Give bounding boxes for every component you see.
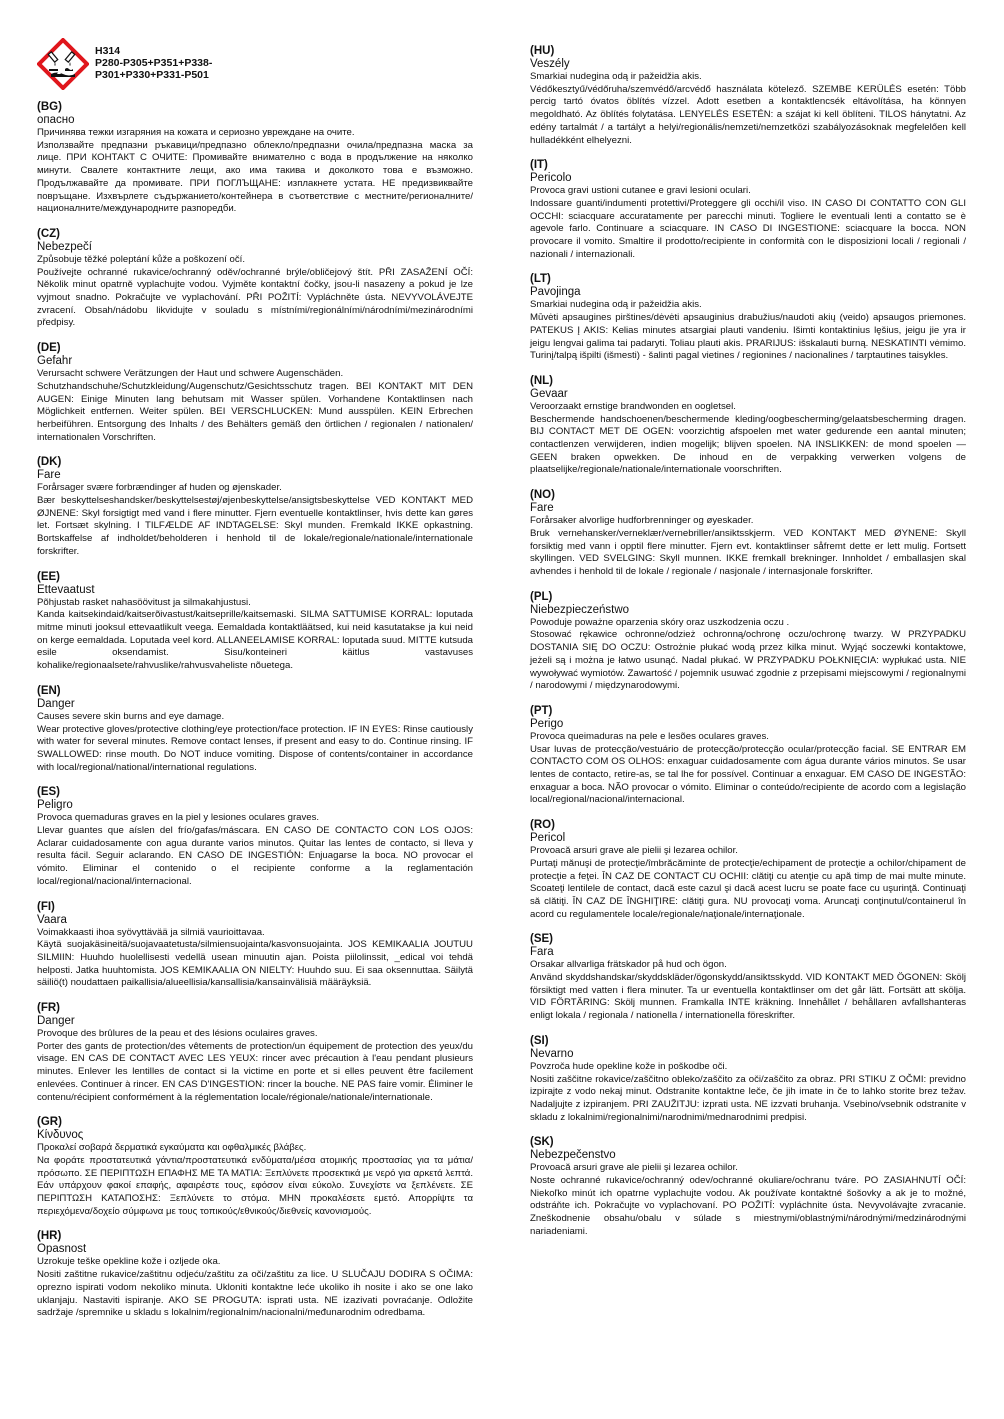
precaution-statement: Indossare guanti/indumenti protettivi/Proteggere gli occhi/il viso. IN CASO DI CONTATTO CON GLI OCCHI: sciacquare accuratamente per parecchi minuti. Togliere le eventuali lenti a contatto se è agevole farlo. Continuare a sciacquare. IN CASO DI INGESTIONE: sciacquare la bocca. NON provocare il vomito. Smaltire il prodotto/recipiente in conformità con le disposizioni locali / regionali / nazionali / internazionali. — [530, 197, 966, 260]
signal-word: Ettevaatust — [37, 583, 95, 596]
section-en — [37, 684, 473, 775]
section-gr — [37, 1115, 473, 1218]
section-se — [530, 932, 966, 1023]
language-code: (PL) — [530, 590, 553, 603]
section-ee — [37, 570, 473, 673]
signal-word: Gefahr — [37, 355, 73, 368]
section-pl — [530, 590, 966, 693]
section-no — [530, 488, 966, 579]
hazard-statement: Povzroča hude opekline kože in poškodbe oči. — [530, 1060, 728, 1072]
hazard-statement: Veroorzaakt ernstige brandwonden en oogletsel. — [530, 400, 736, 412]
hazard-statement: Uzrokuje teške opekline kože i ozljede oka. — [37, 1256, 221, 1268]
language-code: (DK) — [37, 456, 62, 469]
hazard-statement: Forårsaker alvorlige hudforbrenninger og øyeskader. — [530, 515, 754, 527]
signal-word: Nebezpečenstvo — [530, 1149, 616, 1162]
language-code: (NL) — [530, 374, 553, 387]
section-pt — [530, 704, 966, 807]
right-column — [530, 44, 966, 1250]
language-code: (PT) — [530, 704, 553, 717]
hazard-statement: Provoacă arsuri grave ale pielii şi lezarea ochilor. — [530, 1162, 738, 1174]
language-code: (BG) — [37, 101, 62, 113]
language-code: (NO) — [530, 489, 555, 502]
language-code: (EE) — [37, 570, 60, 583]
section-it — [530, 158, 966, 261]
hazard-statement: Provoca gravi ustioni cutanee e gravi lesioni oculari. — [530, 185, 751, 197]
hazard-statement: Причинява тежки изгаряния на кожата и сериозно увреждане на очите. — [37, 127, 355, 138]
language-code: (SK) — [530, 1136, 554, 1149]
language-code: (CZ) — [37, 227, 60, 240]
hazard-statement: Provoca queimaduras na pele e lesões oculares graves. — [530, 730, 769, 742]
hazard-statement: Verursacht schwere Verätzungen der Haut und schwere Augenschäden. — [37, 368, 344, 380]
precaution-statement: Kanda kaitsekindaid/kaitserõivastust/kaitseprille/kaitsemaski. SILMA SATTUMISE KORRAL: loputada mitme minuti jooksul ettevaatlikult veega. Eemaldada kontaktläätsed, kui neid kasutatakse ja kui neid on kerge eemaldada. Loputada veel kord. ALLANEELAMISE KORRAL: loputada suud. MITTE kutsuda esile oksendamist. Sisu/konteineri käitlus vastavuses kohalike/regionaalsete/rahvuslike/rahvusvaheliste nõuetega. — [37, 609, 473, 672]
hazard-statement: Provoque des brûlures de la peau et des lésions oculaires graves. — [37, 1028, 318, 1040]
signal-word: Danger — [37, 1015, 75, 1028]
precaution-statement: Bær beskyttelseshandsker/beskyttelsestøj/øjenbeskyttelse/ansigtsbeskyttelse VED KONTAKT MED ØJNENE: Skyl forsigtigt med vand i flere minutter. Fjern eventuelle kontaktlinser, hvis dette kan gøres let. Fortsæt skylning. I TILFÆLDE AF INDTAGELSE: Skyl munden. Fremkald IKKE opkastning. Bortskaffelse af indholdet/beholderen i henhold til de lokale/regionale/nationale/internationale forskrifter. — [37, 495, 473, 557]
signal-word: Fare — [37, 469, 61, 482]
precaution-statement: Schutzhandschuhe/Schutzkleidung/Augenschutz/Gesichtsschutz tragen. BEI KONTAKT MIT DEN AUGEN: Einige Minuten lang behutsam mit Wasser spülen. Vorhandene Kontaktlinsen nach Möglichkeit entfernen. Weiter spülen. BEI VERSCHLUCKEN: Mund ausspülen. KEIN Erbrechen herbeiführen. Entsorgung des Inhalts / des Behälters gemäß den örtlichen / regionalen / nationalen/ internationalen Vorschriften. — [37, 380, 473, 443]
precaution-statement: Beschermende handschoenen/beschermende kleding/oogbescherming/gelaatsbescherming dragen. BIJ CONTACT MET DE OGEN: voorzichtig afspoelen met water gedurende een aantal minuten; contactlenzen verwijderen, indien mogelijk; blijven spoelen. NA INSLIKKEN: de mond spoelen — GEEN braken opwekken. De inhoud en de verpakking verwerken volgens de plaatselijke/regionale/nationale/internationale voorschriften. — [530, 413, 966, 476]
section-hr — [37, 1229, 473, 1320]
precaution-statement: Usar luvas de protecção/vestuário de protecção/protecção ocular/protecção facial. SE ENTRAR EM CONTACTO COM OS OLHOS: enxaguar cuidadosamente com água durante vários minutos. Se usar lentes de contacto, retire-as, se tal lhe for possível. Continuar a enxaguar. EM CASO DE INGESTÃO: enxaguar a boca. NÃO provocar o vómito. Eliminar o conteúdo/recipiente de acordo com a legislação local/regional/nacional/internacional. — [530, 743, 966, 806]
language-code: (GR) — [37, 1116, 62, 1129]
precaution-statement: Använd skyddshandskar/skyddskläder/ögonskydd/ansiktsskydd. VID KONTAKT MED ÖGONEN: Skölj försiktigt med vatten i flera minuter. Ta ur eventuella kontaktlinser om det går lätt. Fortsätt att skölja. VID FÖRTÄRING: Skölj munnen. Framkalla INTE kräkning. Innehållet / behållaren avfallshanteras enligt lokala / regionala / nationella / internationella föreskrifter. — [530, 972, 966, 1022]
language-code: (RO) — [530, 819, 555, 832]
precaution-statement: Bruk vernehansker/verneklær/vernebriller/ansiktsskjerm. VED KONTAKT MED ØYNENE: Skyll forsiktig med vann i opptil flere minutter. Fjern evt. kontaktlinser såfremt dette er lett mulig. Fortsett skyllingen. VED SVELGING: Skyll munnen. IKKE fremkall brekninger. Innholdet / emballasjen skal avhendes i henhold til de lokale / regionale / nasjonale / internasjonale forskrifter. — [530, 527, 966, 577]
signal-word: Gevaar — [530, 387, 568, 400]
language-code: (FR) — [37, 1002, 60, 1015]
precaution-statement: Να φοράτε προστατευτικά γάντια/προστατευτικά ενδύματα/μέσα ατομικής προστασίας για τα μάτια/πρόσωπο. ΣΕ ΠΕΡΙΠΤΩΣΗ ΕΠΑΦΗΣ ΜΕ ΤΑ ΜΑΤΙΑ: Ξεπλύνετε προσεκτικά με νερό για αρκετά λεπτά. Εάν υπάρχουν φακοί επαφής, αφαιρέστε τους, εφόσον είναι εύκολο. Συνεχίστε να ξεπλένετε. ΣΕ ΠΕΡΙΠΤΩΣΗ ΚΑΤΑΠΟΣΗΣ: Ξεπλύνετε το στόμα. ΜΗΝ προκαλέσετε εμετό. Απορρίψτε τα περιεχόμενα/δοχείο σύμφωνα με τους τοπικούς/εθνικούς/διεθνείς κανονισμούς. — [37, 1154, 473, 1217]
signal-word: Vaara — [37, 913, 67, 926]
hp-codes — [95, 45, 212, 81]
signal-word: Peligro — [37, 799, 73, 812]
section-si — [530, 1034, 966, 1125]
section-nl — [530, 374, 966, 477]
language-code: (EN) — [37, 684, 61, 697]
hazard-statement: Provoca quemaduras graves en la piel y lesiones oculares graves. — [37, 812, 320, 824]
language-code: (HU) — [530, 45, 555, 57]
signal-word: Fare — [530, 502, 554, 515]
precaution-statement: Mūvėti apsaugines pirštines/dėvėti apsauginius drabužius/naudoti akių (veido) apsaugos priemones. PATEKUS Į AKIS: Kelias minutes atsargiai plauti vandeniu. Išimti kontaktinius lęšius, jeigu jie yra ir jeigu lengvai galima tai padaryti. Toliau plauti akis. PRARIJUS: išskalauti burną. NESKATINTI vėmimo. Turinį/talpą išpilti (išmesti) - šalinti pagal vietines / regionines / nacionalines / tarptautines taisykles. — [530, 312, 966, 362]
signal-word: Fara — [530, 946, 554, 959]
hazard-statement: Powoduje poważne oparzenia skóry oraz uszkodzenia oczu . — [530, 616, 790, 628]
precaution-statement: Védőkesztyű/védőruha/szemvédő/arcvédő használata kötelező. SZEMBE KERÜLÉS esetén: Több percig tartó óvatos öblítés vízzel. Adott esetben a kontaktlencsék eltávolítása, ha könnyen megoldható. Az öblítés folytatása. LENYELÉS ESETÉN: a szájat ki kell öblíteni. TILOS hánytatni. Az edény tartalmát / a tartályt a helyi/regionális/nemzeti/nemzetközi szabályozásoknak megfelelően kell hulladékként elhelyezni. — [530, 83, 966, 146]
signal-word: Pericolo — [530, 172, 572, 185]
section-fi — [37, 900, 473, 991]
hazard-statement: Voimakkaasti ihoa syövyttävää ja silmiä vaurioittavaa. — [37, 926, 265, 938]
section-es — [37, 785, 473, 888]
signal-word: Opasnost — [37, 1243, 87, 1256]
precaution-statement: Noste ochranné rukavice/ochranný odev/ochranné okuliare/ochranu tváre. PO ZASIAHNUTÍ OČÍ: Niekoľko minút ich opatrne vyplachujte vodou. Ak používate kontaktné šošovky a ak je to možné, odstráňte ich. Pokračujte vo vyplachovaní. PO POŽITÍ: vypláchnite ústa. Nevyvolávajte zvracanie. Zneškodnenie obsahu/obalu v súlade s miestnymi/oblastnými/národnými/medzinárodnými nariadeniami. — [530, 1175, 966, 1237]
section-ro — [530, 818, 966, 921]
signal-word: Pericol — [530, 832, 566, 845]
section-lt — [530, 272, 966, 363]
precaution-statement: Nositi zaščitne rokavice/zaščitno obleko/zaščito za oči/zaščito za obraz. PRI STIKU Z OČMI: previdno izpirajte z vodo nekaj minut. Odstranite kontaktne leče, če jih imate in če to lahko storite brez težav. Nadaljujte z izpiranjem. PRI ZAUŽITJU: izprati usta. NE izzvati bruhanja. Vsebino/vsebnik odstranite v skladu z lokalnimi/regionalnimi/narodnimi/mednarodnimi predpisi. — [530, 1073, 966, 1123]
precaution-statement: Използвайте предпазни ръкавици/предпазно облекло/предпазни очила/предпазна маска за лице. ПРИ КОНТАКТ С ОЧИТЕ: Промивайте внимателно с вода в продължение на няколко минути. Свалете контактните лещи, ако има такива и доколкото това е възможно. Продължавайте да промивате. ПРИ ПОГЛЪЩАНЕ: изплакнете устата. НЕ предизвиквайте повръщане. Изхвърлете съдържанието/контейнера в съответствие с местните/регионалните/националните/международните разпоредби. — [37, 139, 473, 215]
precaution-statement: Käytä suojakäsineitä/suojavaatetusta/silmiensuojainta/kasvonsuojainta. JOS KEMIKAALIA JOUTUU SILMIIN: Huuhdo huolellisesti vedellä usean minuutin ajan. Poista piilolinssit, _edical voi tehdä helposti. Jatka huuhtomista. JOS KEMIKAALIA ON NIELTY: Huuhdo suu. Ei saa oksennuttaa. Säilytä säiliö(t) noudattaen paikallisia/alueellisia/kansallisia/kansainvälisiä määräyksiä. — [37, 939, 473, 989]
precaution-statement: Porter des gants de protection/des vêtements de protection/un équipement de protection des yeux/du visage. EN CAS DE CONTACT AVEC LES YEUX: rincer avec précaution à l'eau pendant plusieurs minutes. Enlever les lentilles de contact si la victime en porte et si elles peuvent être facilement enlevées. Continuer à rincer. EN CAS D'INGESTION: rincer la bouche. NE PAS faire vomir. Éliminer le contenu/récipient conformément à la réglementation locale/régionale/nationale/internationale. — [37, 1040, 473, 1103]
language-code: (SE) — [530, 933, 553, 946]
hazard-statement: Provoacă arsuri grave ale pielii şi lezarea ochilor. — [530, 845, 738, 857]
precaution-statement: Llevar guantes que aíslen del frío/gafas/máscara. EN CASO DE CONTACTO CON LOS OJOS: Aclarar cuidadosamente con agua durante varios minutos. Quitar las lentes de contacto, si lleva y resulta fácil. Seguir aclarando. EN CASO DE INGESTIÓN: Enjuagarse la boca. NO provocar el vómito. Eliminar el contenido o el recipiente conforme a la reglamentación local/regional/nacional/internacional. — [37, 825, 473, 887]
signal-word: опасно — [37, 114, 75, 126]
hazard-statement: Způsobuje těžké poleptání kůže a poškození očí. — [37, 253, 245, 265]
hazard-statement: Causes severe skin burns and eye damage. — [37, 710, 225, 722]
section-cz — [37, 227, 473, 330]
hazard-statement: Προκαλεί σοβαρά δερματικά εγκαύματα και οφθαλμικές βλάβες. — [37, 1142, 307, 1154]
section-bg — [37, 100, 473, 216]
language-code: (LT) — [530, 273, 551, 286]
signal-word: Κίνδυνος — [37, 1129, 84, 1142]
precaution-statement: Purtaţi mănuşi de protecţie/îmbrăcăminte de protecţie/echipament de protecţie a ochilor/chipament de protecţie a feţei. ÎN CAZ DE CONTACT CU OCHII: clătiţi cu atenţie cu apă timp de mai multe minute. Scoateţi lentilele de contact, dacă este cazul şi dacă acest lucru se poate face cu uşurinţă. Continuaţi să clătiţi. ÎN CAZ DE ÎNGHIŢIRE: clătiţi gura. NU provocaţi voma. Aruncaţi conţinutul/containerul în acord cu regulamentele locale/regionale/naţionale/internaţionale. — [530, 857, 966, 920]
section-fr — [37, 1001, 473, 1104]
hazard-code: H314 — [95, 45, 121, 57]
corrosion-ghs05-icon — [37, 38, 89, 90]
section-sk — [530, 1135, 966, 1238]
language-code: (FI) — [37, 900, 55, 913]
precaution-code-line: P301+P330+P331-P501 — [95, 69, 209, 81]
language-code: (ES) — [37, 786, 60, 799]
language-code: (SI) — [530, 1034, 549, 1047]
signal-word: Nebezpečí — [37, 240, 92, 253]
signal-word: Perigo — [530, 717, 564, 730]
hazard-statement: Põhjustab rasket nahasöövitust ja silmakahjustusi. — [37, 596, 251, 608]
signal-word: Pavojinga — [530, 286, 581, 299]
signal-word: Veszély — [530, 58, 570, 70]
language-code: (DE) — [37, 342, 61, 355]
section-de — [37, 341, 473, 444]
hazard-statement: Forårsager svære forbrændinger af huden og øjenskader. — [37, 482, 282, 494]
signal-word: Nevarno — [530, 1047, 574, 1060]
signal-word: Danger — [37, 697, 75, 710]
language-code: (IT) — [530, 159, 548, 172]
left-column — [37, 38, 473, 1331]
precaution-statement: Nositi zaštitne rukavice/zaštitnu odjeću/zaštitu za oči/zaštitu za lice. U SLUČAJU DODIRA S OČIMA: oprezno ispirati vodom nekoliko minuta. Ukloniti kontaktne leće ukoliko ih nosite i ako se one lako uklanjaju. Nastaviti ispiranje. AKO SE PROGUTA: isprati usta. NE izazivati povraćanje. Odložite sadržaje /spremnike u skladu s lokalnim/regionalnim/nacionalni/međunarodnim odredbama. — [37, 1269, 473, 1319]
hazard-statement: Smarkiai nudegina odą ir pažeidžia akis. — [530, 71, 702, 82]
precaution-statement: Wear protective gloves/protective clothing/eye protection/face protection. IF IN EYES: Rinse cautiously with water for several minutes. Remove contact lenses, if present and easy to do. Continue rinsing. IF SWALLOWED: rinse mouth. Do NOT induce vomiting. Dispose of contents/container in accordance with local/regional/national/international regulations. — [37, 723, 473, 773]
signal-word: Niebezpieczeństwo — [530, 603, 630, 616]
hazard-statement: Orsakar allvarliga frätskador på hud och ögon. — [530, 959, 727, 971]
precaution-statement: Používejte ochranné rukavice/ochranný oděv/ochranné brýle/obličejový štít. PŘI ZASAŽENÍ OČÍ: Několik minut opatrně vyplachujte vodou. Vyjměte kontaktní čočky, jsou-li nasazeny a pokud je lze vyjmout snadno. Pokračujte ve vyplachování. PŘI POŽITÍ: Vypláchněte ústa. NEVYVOLÁVEJTE zvracení. Obsah/nádobu likvidujte v souladu s místními/regionálními/národními/mezinárodními předpisy. — [37, 266, 473, 329]
precaution-statement: Stosować rękawice ochronne/odzież ochronną/ochronę oczu/ochronę twarzy. W PRZYPADKU DOSTANIA SIĘ DO OCZU: Ostrożnie płukać wodą przez kilka minut. Wyjąć soczewki kontaktowe, jeżeli są i można je łatwo usunąć. Nadal płukać. W PRZYPADKU POŁKNIĘCIA: wypłukać usta. NIE wywoływać wymiotów. Zawartość / pojemnik usuwać zgodnie z przepisami miejscowymi / regionalnymi / narodowymi / międzynarodowymi. — [530, 629, 966, 692]
hazard-statement: Smarkiai nudegina odą ir pažeidžia akis. — [530, 299, 702, 311]
precaution-code-line: P280-P305+P351+P338- — [95, 57, 213, 69]
language-code: (HR) — [37, 1230, 62, 1243]
section-dk — [37, 455, 473, 558]
hazard-header — [37, 38, 473, 100]
section-hu — [530, 44, 966, 147]
